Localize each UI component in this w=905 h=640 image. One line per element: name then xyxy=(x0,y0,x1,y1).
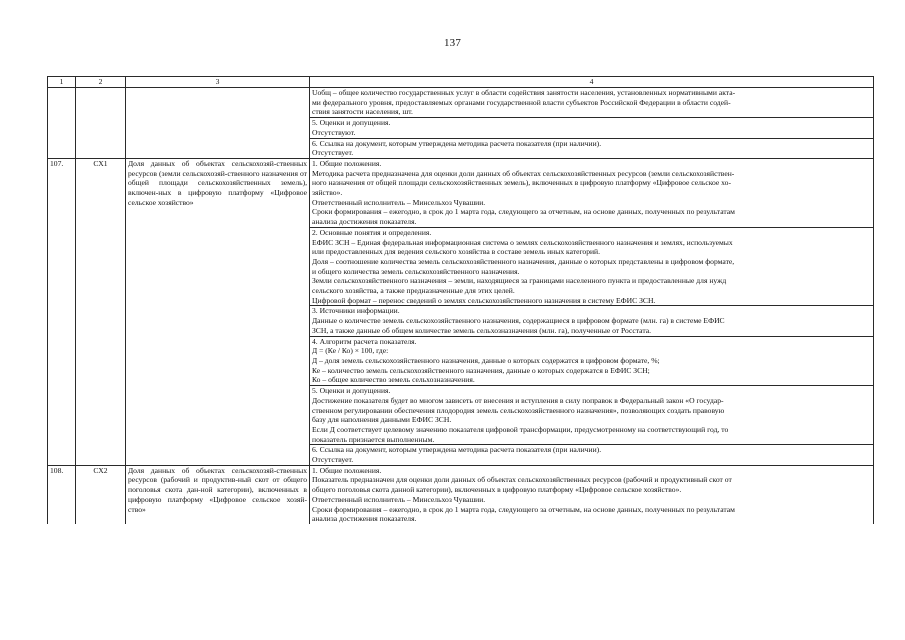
method-section xyxy=(310,227,874,306)
text-line: 5. Оценки и допущения. xyxy=(312,118,391,128)
text-line: сельского хозяйства, а также предназначенные для этих целей. xyxy=(312,286,515,296)
text-line: базу для наполнения данными ЕФИС ЗСН. xyxy=(312,415,452,425)
method-section xyxy=(310,88,874,118)
method-section xyxy=(310,386,874,445)
text-line: или предоставленных для ведения сельского хозяйства в составе земель иных категорий. xyxy=(312,247,601,257)
text-line: Сроки формирования – ежегодно, в срок до 1 марта года, следующего за отчетным, на основе данных, полученных по результатам xyxy=(312,207,735,217)
page-number: 137 xyxy=(443,37,462,49)
column-number-row xyxy=(48,77,874,88)
text-line: анализа достижения показателя. xyxy=(312,217,417,227)
method-section xyxy=(310,445,874,465)
text-line: показатель признается выполненным. xyxy=(312,434,435,444)
text-line: Цифровой формат – перенос сведений о землях сельскохозяйственного назначения в систему ЕФИС ЗСН. xyxy=(312,295,656,305)
text-line: ЗСН, а также данные об общем количестве земель сельхозназначения (млн. га), полученные от Росстата. xyxy=(312,325,652,335)
text-line: Ответственный исполнитель – Минсельхоз Чувашии. xyxy=(312,197,486,207)
method-section xyxy=(310,336,874,386)
row-number: 107. xyxy=(48,158,76,465)
method-section xyxy=(310,465,874,524)
text-line: Методика расчета предназначена для оценки доли данных об объектах сельскохозяйственных ресурсов (земли сельскохозяйствен- xyxy=(312,168,735,178)
text-line: 1. Общие положения. xyxy=(312,465,382,475)
text-line: 1. Общие положения. xyxy=(312,158,382,168)
empty-cell xyxy=(126,88,310,159)
text-line: зяйство». xyxy=(312,188,343,198)
indicators-table xyxy=(47,76,874,524)
continuation-row xyxy=(48,88,874,118)
text-line: 5. Оценки и допущения. xyxy=(312,386,391,396)
text-line: 6. Ссылка на документ, которым утверждена методика расчета показателя (при наличии). xyxy=(312,138,602,148)
text-line: Д = (Ке / Ко) × 100, где: xyxy=(312,346,389,356)
text-line: 6. Ссылка на документ, которым утверждена методика расчета показателя (при наличии). xyxy=(312,445,602,455)
indicator-code: СХ1 xyxy=(76,158,126,465)
text-line: ного назначения от общей площади сельскохозяйственных земель), включенных в цифровую платформу «Цифровое сельское хо- xyxy=(312,178,732,188)
text-line: Ответственный исполнитель – Минсельхоз Чувашии. xyxy=(312,494,486,504)
text-line: ственном регулировании обеспечения плодородия земель сельскохозяйственного назначения», позволяющих создать правовую xyxy=(312,405,725,415)
text-line: общего поголовья скота данной категории), включенных в цифровую платформу «Цифровое сельское хозяйство». xyxy=(312,485,682,495)
indicator-row xyxy=(48,465,874,524)
text-line: ми федерального уровня, предоставляемых органами государственной власти субъектов Российской Федерации в области содей- xyxy=(312,97,731,107)
empty-cell xyxy=(76,88,126,159)
text-line: Отсутствует. xyxy=(312,455,354,465)
text-line: и общего количества земель сельскохозяйственного назначения. xyxy=(312,266,520,276)
indicator-code: СХ2 xyxy=(76,465,126,524)
text-line: 4. Алгоритм расчета показателя. xyxy=(312,336,417,346)
indicator-name: Доля данных об объектах сельскохозяй-ственных ресурсов (рабочий и продуктив-ный скот от общего поголовья скота дан-ной категории), включенных в цифровую платформу «Цифровое сельское хозяй-ство» xyxy=(126,465,310,524)
text-line: Показатель предназначен для оценки доли данных об объектах сельскохозяйственных ресурсов (рабочий и продуктивный скот от xyxy=(312,475,732,485)
text-line: Ке – количество земель сельскохозяйственного назначения, данные о которых содержатся в ЕФИС ЗСН; xyxy=(312,365,650,375)
text-line: Д – доля земель сельскохозяйственного назначения, данные о которых содержатся в цифровом формате, %; xyxy=(312,355,660,365)
method-section xyxy=(310,306,874,336)
column-number: 2 xyxy=(76,77,126,88)
text-line: Ко – общее количество земель сельхозназначения. xyxy=(312,375,475,385)
method-section xyxy=(310,118,874,138)
text-line: Достижение показателя будет во многом зависеть от внесения и вступления в силу поправок в Федеральный закон «О государ- xyxy=(312,395,724,405)
indicator-row xyxy=(48,158,874,227)
text-line: ЕФИС ЗСН – Единая федеральная информационная система о землях сельскохозяйственного назначения и землях, используемых xyxy=(312,237,733,247)
text-line: Доля – соотношение количества земель сельскохозяйственного назначения, данные о которых представлены в цифровом формате, xyxy=(312,256,735,266)
method-section xyxy=(310,158,874,227)
text-line: Земли сельскохозяйственного назначения – земли, находящиеся за границами населенного пункта и предоставленные для нужд xyxy=(312,276,727,286)
text-line: Если Д соответствует целевому значению показателя цифровой трансформации, предусмотренному на соответствующий год, то xyxy=(312,424,729,434)
column-number: 3 xyxy=(126,77,310,88)
text-line: ствия занятости населения, шт. xyxy=(312,107,413,117)
text-line: Отсутствуют. xyxy=(312,127,356,137)
row-number: 108. xyxy=(48,465,76,524)
text-line: 2. Основные понятия и определения. xyxy=(312,227,432,237)
text-line: 3. Источники информации. xyxy=(312,306,400,316)
text-line: анализа достижения показателя. xyxy=(312,514,417,524)
column-number: 4 xyxy=(310,77,874,88)
empty-cell xyxy=(48,88,76,159)
text-line: Отсутствует. xyxy=(312,148,354,158)
method-section xyxy=(310,138,874,158)
column-number: 1 xyxy=(48,77,76,88)
text-line: Uобщ – общее количество государственных услуг в области содействия занятости населения, установленных нормативными акта- xyxy=(312,88,736,97)
indicator-name: Доля данных об объектах сельскохозяй-ственных ресурсов (земли сельскохозяй-ственного назначения от общей площади сельскохозяйственных земель), включен-ных в цифровую платформу «Цифровое сельское хозяйство» xyxy=(126,158,310,465)
text-line: Данные о количестве земель сельскохозяйственного назначения, содержащиеся в цифровом формате (млн. га) в системе ЕФИС xyxy=(312,316,725,326)
text-line: Сроки формирования – ежегодно, в срок до 1 марта года, следующего за отчетным, на основе данных, полученных по результатам xyxy=(312,504,735,514)
